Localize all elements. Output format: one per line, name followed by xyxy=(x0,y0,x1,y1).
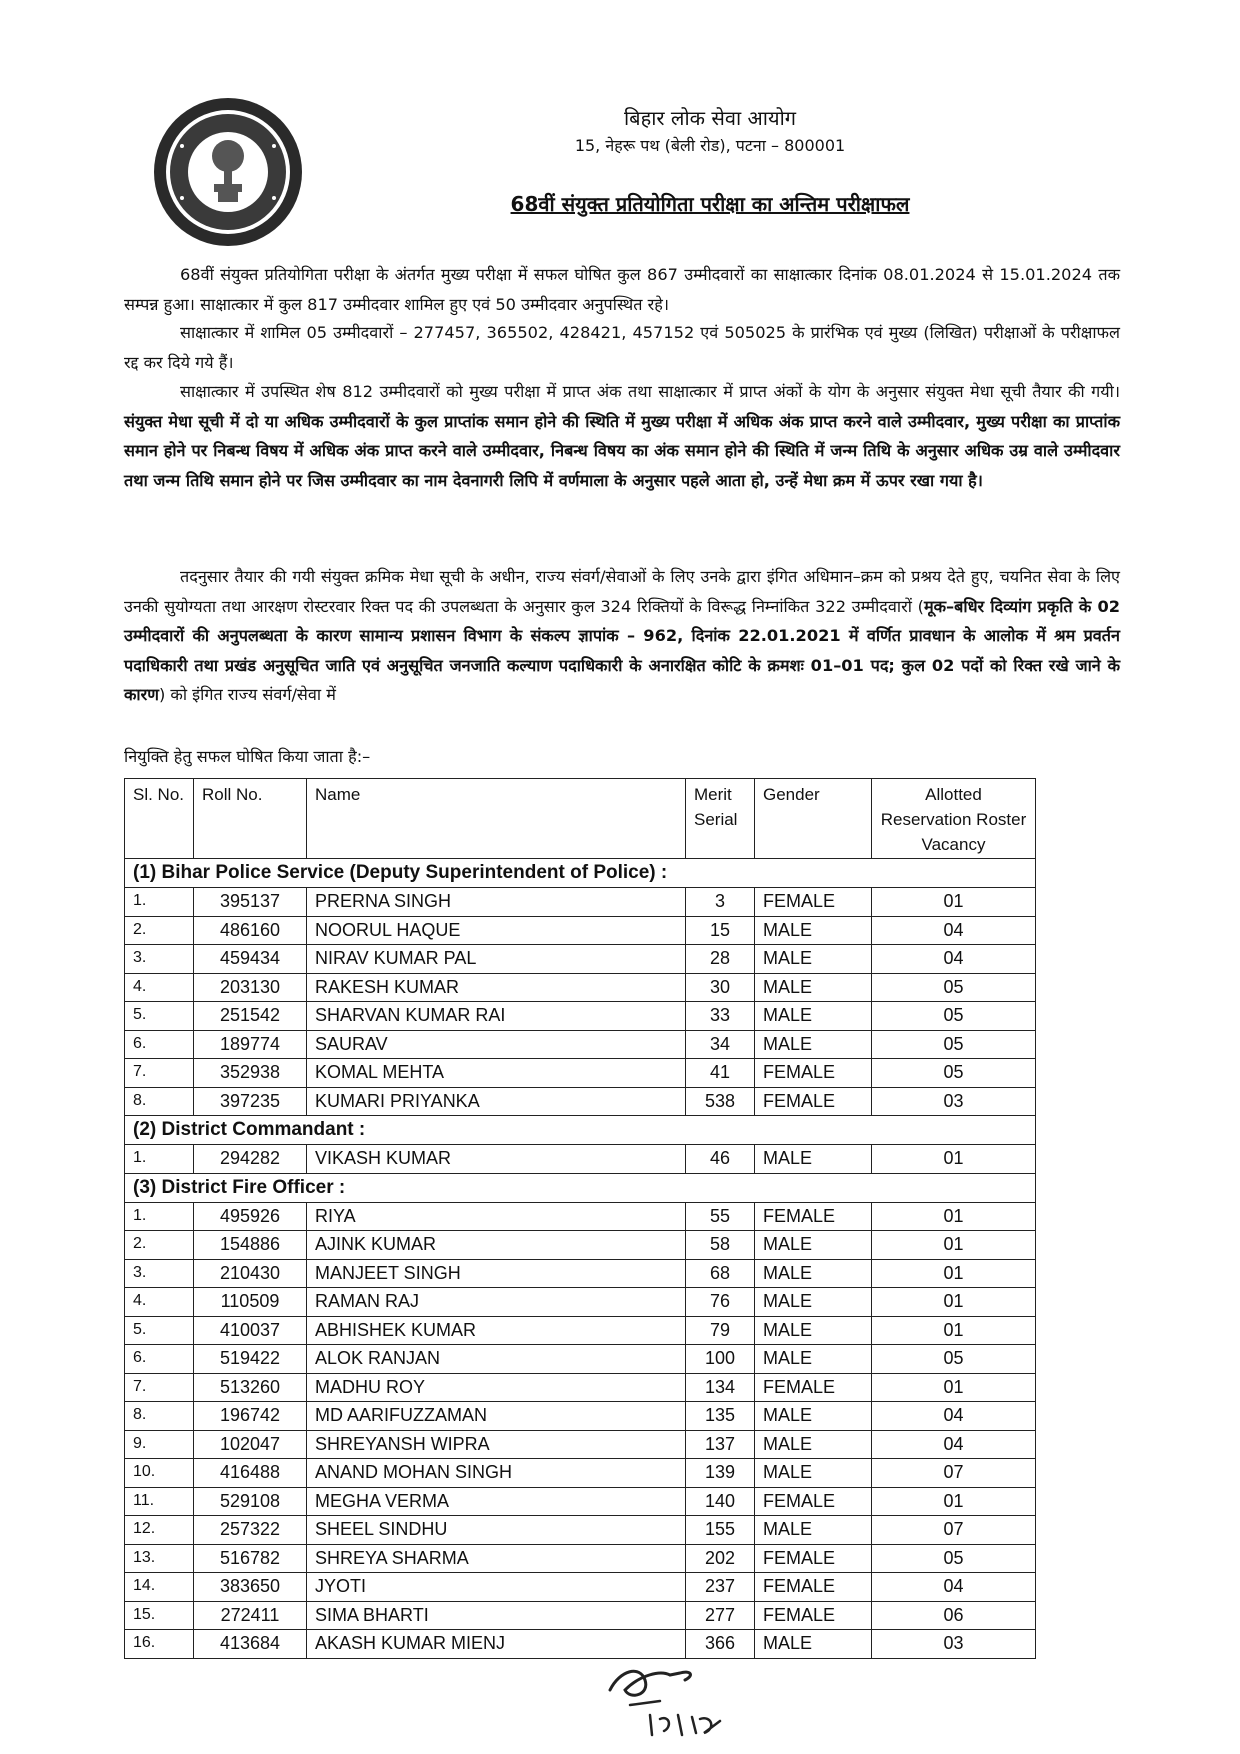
name-cell: SIMA BHARTI xyxy=(307,1601,686,1630)
sl-cell: 5. xyxy=(125,1002,194,1031)
reservation-cell: 01 xyxy=(872,1259,1036,1288)
gender-cell: FEMALE xyxy=(755,1601,872,1630)
name-cell: ABHISHEK KUMAR xyxy=(307,1316,686,1345)
reservation-cell: 03 xyxy=(872,1630,1036,1659)
roll-no-cell: 529108 xyxy=(194,1487,307,1516)
gender-cell: MALE xyxy=(755,916,872,945)
merit-serial-cell: 33 xyxy=(686,1002,755,1031)
name-cell: RAMAN RAJ xyxy=(307,1288,686,1317)
tie-break-rule-text: संयुक्त मेधा सूची में दो या अधिक उम्मीदवारों के कुल प्राप्तांक समान होने की स्थिति में मुख्य परीक्षा में अधिक अंक प्राप्त करने वाले उम्मीदवार, मुख्य परीक्षा का प्राप्तांक समान होने पर निबन्ध विषय में अधिक अंक प्राप्त करने वाले उम्मीदवार, निबन्ध विषय का अंक समान होने की स्थिति में जन्म तिथि के अनुसार अधिक उम्र वाले उम्मीदवार तथा जन्म तिथि समान होने पर जिस उम्मीदवार का नाम देवनागरी लिपि में वर्णमाला के अनुसार पहले आता हो, उन्हें मेधा क्रम में ऊपर रखा गया है। xyxy=(124,411,1120,490)
name-cell: RIYA xyxy=(307,1202,686,1231)
name-cell: SHEEL SINDHU xyxy=(307,1516,686,1545)
sl-cell: 12. xyxy=(125,1516,194,1545)
name-cell: MANJEET SINGH xyxy=(307,1259,686,1288)
merit-serial-cell: 538 xyxy=(686,1087,755,1116)
name-cell: SAURAV xyxy=(307,1030,686,1059)
sl-cell: 1. xyxy=(125,888,194,917)
sl-cell: 3. xyxy=(125,945,194,974)
table-row xyxy=(125,888,1036,917)
header-sl-no: Sl. No. xyxy=(125,779,194,859)
document-title: 68वीं संयुक्त प्रतियोगिता परीक्षा का अन्तिम परीक्षाफल xyxy=(510,192,910,216)
sl-cell: 11. xyxy=(125,1487,194,1516)
name-cell: JYOTI xyxy=(307,1573,686,1602)
merit-serial-cell: 137 xyxy=(686,1430,755,1459)
reservation-cell: 07 xyxy=(872,1516,1036,1545)
merit-serial-cell: 55 xyxy=(686,1202,755,1231)
table-header-row xyxy=(125,779,1036,859)
roll-no-cell: 257322 xyxy=(194,1516,307,1545)
header-gender: Gender xyxy=(755,779,872,859)
merit-serial-cell: 34 xyxy=(686,1030,755,1059)
name-cell: VIKASH KUMAR xyxy=(307,1145,686,1174)
roll-no-cell: 516782 xyxy=(194,1544,307,1573)
commission-address: 15, नेहरू पथ (बेली रोड), पटना – 800001 xyxy=(574,136,846,155)
paragraph-interview-summary: 68वीं संयुक्त प्रतियोगिता परीक्षा के अंतर्गत मुख्य परीक्षा में सफल घोषित कुल 867 उम्मीदवारों का साक्षात्कार दिनांक 08.01.2024 से 15.01.2024 तक सम्पन्न हुआ। साक्षात्कार में कुल 817 उम्मीदवार शामिल हुए एवं 50 उम्मीदवार अनुपस्थित रहे। xyxy=(124,265,1120,314)
results-table-body xyxy=(125,859,1036,1659)
paragraph-cancelled-results: साक्षात्कार में शामिल 05 उम्मीदवारों – 277457, 365502, 428421, 457152 एवं 505025 के प्रारंभिक एवं मुख्य (लिखित) परीक्षाओं के परीक्षाफल रद्द कर दिये गये हैं। xyxy=(124,323,1120,372)
gender-cell: MALE xyxy=(755,1002,872,1031)
name-cell: KOMAL MEHTA xyxy=(307,1059,686,1088)
section-row xyxy=(125,859,1036,888)
gender-cell: MALE xyxy=(755,1459,872,1488)
merit-serial-cell: 30 xyxy=(686,973,755,1002)
merit-serial-cell: 76 xyxy=(686,1288,755,1317)
sl-cell: 8. xyxy=(125,1087,194,1116)
header-name: Name xyxy=(307,779,686,859)
merit-serial-cell: 202 xyxy=(686,1544,755,1573)
table-row xyxy=(125,1487,1036,1516)
bpsc-seal-logo xyxy=(152,96,304,248)
roll-no-cell: 272411 xyxy=(194,1601,307,1630)
gender-cell: MALE xyxy=(755,1516,872,1545)
selection-text-b: ) को इंगित राज्य संवर्ग/सेवा में xyxy=(158,685,336,704)
section-title: (2) District Commandant : xyxy=(125,1116,1036,1145)
gender-cell: MALE xyxy=(755,1402,872,1431)
sl-cell: 6. xyxy=(125,1030,194,1059)
section-row xyxy=(125,1173,1036,1202)
reservation-cell: 01 xyxy=(872,1202,1036,1231)
reservation-cell: 01 xyxy=(872,1145,1036,1174)
gender-cell: MALE xyxy=(755,1630,872,1659)
roll-no-cell: 102047 xyxy=(194,1430,307,1459)
roll-no-cell: 397235 xyxy=(194,1087,307,1116)
roll-no-cell: 395137 xyxy=(194,888,307,917)
table-row xyxy=(125,1202,1036,1231)
merit-serial-cell: 135 xyxy=(686,1402,755,1431)
reservation-cell: 05 xyxy=(872,1544,1036,1573)
name-cell: AJINK KUMAR xyxy=(307,1231,686,1260)
merit-serial-cell: 237 xyxy=(686,1573,755,1602)
name-cell: MD AARIFUZZAMAN xyxy=(307,1402,686,1431)
merit-serial-cell: 46 xyxy=(686,1145,755,1174)
merit-list-text: साक्षात्कार में उपस्थित शेष 812 उम्मीदवारों को मुख्य परीक्षा में प्राप्त अंक तथा साक्षात्कार में प्राप्त अंकों के योग के अनुसार संयुक्त मेधा सूची तैयार की गयी। xyxy=(180,382,1120,401)
gender-cell: MALE xyxy=(755,1231,872,1260)
name-cell: PRERNA SINGH xyxy=(307,888,686,917)
reservation-cell: 06 xyxy=(872,1601,1036,1630)
roll-no-cell: 410037 xyxy=(194,1316,307,1345)
table-row xyxy=(125,1002,1036,1031)
handwritten-signature xyxy=(600,1645,800,1745)
gender-cell: FEMALE xyxy=(755,888,872,917)
merit-serial-cell: 139 xyxy=(686,1459,755,1488)
merit-serial-cell: 79 xyxy=(686,1316,755,1345)
roll-no-cell: 383650 xyxy=(194,1573,307,1602)
section-title: (3) District Fire Officer : xyxy=(125,1173,1036,1202)
merit-serial-cell: 134 xyxy=(686,1373,755,1402)
table-row xyxy=(125,1231,1036,1260)
table-row xyxy=(125,916,1036,945)
reservation-cell: 01 xyxy=(872,1316,1036,1345)
table-row xyxy=(125,1573,1036,1602)
table-row xyxy=(125,1373,1036,1402)
sl-cell: 13. xyxy=(125,1544,194,1573)
sl-cell: 4. xyxy=(125,973,194,1002)
selection-text-a: तदनुसार तैयार की गयी संयुक्त क्रमिक मेधा सूची के अधीन, राज्य संवर्ग/सेवाओं के लिए उनके द्वारा इंगित अधिमान–क्रम को प्रश्रय देते हुए, चयनित सेवा के लिए उनकी सुयोग्यता तथा आरक्षण रोस्टरवार रिक्त पद की उपलब्धता के अनुसार कुल 324 रिक्तियों के विरूद्ध निम्नांकित 322 उम्मीदवारों ( xyxy=(124,567,1120,616)
gender-cell: FEMALE xyxy=(755,1087,872,1116)
reservation-cell: 04 xyxy=(872,916,1036,945)
reservation-cell: 05 xyxy=(872,1345,1036,1374)
name-cell: AKASH KUMAR MIENJ xyxy=(307,1630,686,1659)
reservation-cell: 05 xyxy=(872,1030,1036,1059)
reservation-cell: 04 xyxy=(872,1573,1036,1602)
reservation-cell: 04 xyxy=(872,1430,1036,1459)
table-row xyxy=(125,973,1036,1002)
name-cell: NOORUL HAQUE xyxy=(307,916,686,945)
roll-no-cell: 352938 xyxy=(194,1059,307,1088)
sl-cell: 6. xyxy=(125,1345,194,1374)
roll-no-cell: 413684 xyxy=(194,1630,307,1659)
sl-cell: 2. xyxy=(125,916,194,945)
reservation-cell: 05 xyxy=(872,1002,1036,1031)
reservation-cell: 05 xyxy=(872,1059,1036,1088)
sl-cell: 5. xyxy=(125,1316,194,1345)
reservation-cell: 05 xyxy=(872,973,1036,1002)
table-row xyxy=(125,1430,1036,1459)
sl-cell: 3. xyxy=(125,1259,194,1288)
roll-no-cell: 294282 xyxy=(194,1145,307,1174)
table-row xyxy=(125,945,1036,974)
gender-cell: FEMALE xyxy=(755,1544,872,1573)
sl-cell: 10. xyxy=(125,1459,194,1488)
header-roll-no: Roll No. xyxy=(194,779,307,859)
sl-cell: 9. xyxy=(125,1430,194,1459)
roll-no-cell: 486160 xyxy=(194,916,307,945)
sl-cell: 1. xyxy=(125,1202,194,1231)
reservation-cell: 01 xyxy=(872,1288,1036,1317)
section-title: (1) Bihar Police Service (Deputy Superintendent of Police) : xyxy=(125,859,1036,888)
sl-cell: 7. xyxy=(125,1059,194,1088)
sl-cell: 1. xyxy=(125,1145,194,1174)
roll-no-cell: 154886 xyxy=(194,1231,307,1260)
roll-no-cell: 416488 xyxy=(194,1459,307,1488)
sl-cell: 8. xyxy=(125,1402,194,1431)
gender-cell: MALE xyxy=(755,1259,872,1288)
name-cell: MADHU ROY xyxy=(307,1373,686,1402)
table-row xyxy=(125,1544,1036,1573)
gender-cell: MALE xyxy=(755,1288,872,1317)
roll-no-cell: 519422 xyxy=(194,1345,307,1374)
merit-serial-cell: 68 xyxy=(686,1259,755,1288)
reservation-cell: 07 xyxy=(872,1459,1036,1488)
name-cell: NIRAV KUMAR PAL xyxy=(307,945,686,974)
gender-cell: FEMALE xyxy=(755,1059,872,1088)
name-cell: SHREYA SHARMA xyxy=(307,1544,686,1573)
sl-cell: 14. xyxy=(125,1573,194,1602)
name-cell: ANAND MOHAN SINGH xyxy=(307,1459,686,1488)
commission-name: बिहार लोक सेवा आयोग xyxy=(623,106,797,130)
gender-cell: FEMALE xyxy=(755,1202,872,1231)
paragraph-merit-list xyxy=(124,377,1120,495)
name-cell: RAKESH KUMAR xyxy=(307,973,686,1002)
name-cell: SHREYANSH WIPRA xyxy=(307,1430,686,1459)
table-row xyxy=(125,1459,1036,1488)
table-row xyxy=(125,1145,1036,1174)
results-table xyxy=(124,778,1036,1659)
sl-cell: 15. xyxy=(125,1601,194,1630)
vacancy-note-text: मूक–बधिर दिव्यांग प्रकृति के 02 उम्मीदवारों की अनुपलब्धता के कारण सामान्य प्रशासन विभाग के संकल्प ज्ञापांक – 962, दिनांक 22.01.2021 में वर्णित प्रावधान के आलोक में श्रम प्रवर्तन पदाधिकारी तथा प्रखंड अनुसूचित जाति एवं अनुसूचित जनजाति कल्याण पदाधिकारी के अनारक्षित कोटि के क्रमशः 01–01 पद; कुल 02 पदों को रिक्त रखे जाने के कारण xyxy=(124,596,1120,704)
merit-serial-cell: 155 xyxy=(686,1516,755,1545)
gender-cell: FEMALE xyxy=(755,1573,872,1602)
roll-no-cell: 495926 xyxy=(194,1202,307,1231)
table-row xyxy=(125,1316,1036,1345)
table-row xyxy=(125,1087,1036,1116)
merit-serial-cell: 58 xyxy=(686,1231,755,1260)
gender-cell: MALE xyxy=(755,945,872,974)
sl-cell: 16. xyxy=(125,1630,194,1659)
sl-cell: 2. xyxy=(125,1231,194,1260)
roll-no-cell: 196742 xyxy=(194,1402,307,1431)
reservation-cell: 04 xyxy=(872,1402,1036,1431)
gender-cell: FEMALE xyxy=(755,1487,872,1516)
roll-no-cell: 210430 xyxy=(194,1259,307,1288)
merit-serial-cell: 277 xyxy=(686,1601,755,1630)
reservation-cell: 01 xyxy=(872,1231,1036,1260)
table-row xyxy=(125,1059,1036,1088)
sl-cell: 4. xyxy=(125,1288,194,1317)
roll-no-cell: 203130 xyxy=(194,973,307,1002)
merit-serial-cell: 41 xyxy=(686,1059,755,1088)
merit-serial-cell: 140 xyxy=(686,1487,755,1516)
header-merit-serial: Merit Serial xyxy=(686,779,755,859)
merit-serial-cell: 28 xyxy=(686,945,755,974)
table-row xyxy=(125,1630,1036,1659)
table-row xyxy=(125,1516,1036,1545)
roll-no-cell: 513260 xyxy=(194,1373,307,1402)
gender-cell: FEMALE xyxy=(755,1373,872,1402)
table-row xyxy=(125,1402,1036,1431)
header-reservation: Allotted Reservation Roster Vacancy xyxy=(872,779,1036,859)
reservation-cell: 01 xyxy=(872,1373,1036,1402)
name-cell: SHARVAN KUMAR RAI xyxy=(307,1002,686,1031)
reservation-cell: 01 xyxy=(872,1487,1036,1516)
section-row xyxy=(125,1116,1036,1145)
merit-serial-cell: 15 xyxy=(686,916,755,945)
gender-cell: MALE xyxy=(755,1316,872,1345)
gender-cell: MALE xyxy=(755,1430,872,1459)
name-cell: KUMARI PRIYANKA xyxy=(307,1087,686,1116)
roll-no-cell: 110509 xyxy=(194,1288,307,1317)
declaration-line: नियुक्ति हेतु सफल घोषित किया जाता है:– xyxy=(124,747,371,766)
roll-no-cell: 459434 xyxy=(194,945,307,974)
gender-cell: MALE xyxy=(755,1030,872,1059)
gender-cell: MALE xyxy=(755,973,872,1002)
sl-cell: 7. xyxy=(125,1373,194,1402)
merit-serial-cell: 100 xyxy=(686,1345,755,1374)
reservation-cell: 01 xyxy=(872,888,1036,917)
table-row xyxy=(125,1601,1036,1630)
merit-serial-cell: 3 xyxy=(686,888,755,917)
merit-serial-cell: 366 xyxy=(686,1630,755,1659)
reservation-cell: 04 xyxy=(872,945,1036,974)
name-cell: MEGHA VERMA xyxy=(307,1487,686,1516)
table-row xyxy=(125,1030,1036,1059)
gender-cell: MALE xyxy=(755,1145,872,1174)
name-cell: ALOK RANJAN xyxy=(307,1345,686,1374)
roll-no-cell: 189774 xyxy=(194,1030,307,1059)
table-row xyxy=(125,1288,1036,1317)
table-row xyxy=(125,1259,1036,1288)
gender-cell: MALE xyxy=(755,1345,872,1374)
table-row xyxy=(125,1345,1036,1374)
paragraph-selection xyxy=(124,562,1120,710)
roll-no-cell: 251542 xyxy=(194,1002,307,1031)
reservation-cell: 03 xyxy=(872,1087,1036,1116)
